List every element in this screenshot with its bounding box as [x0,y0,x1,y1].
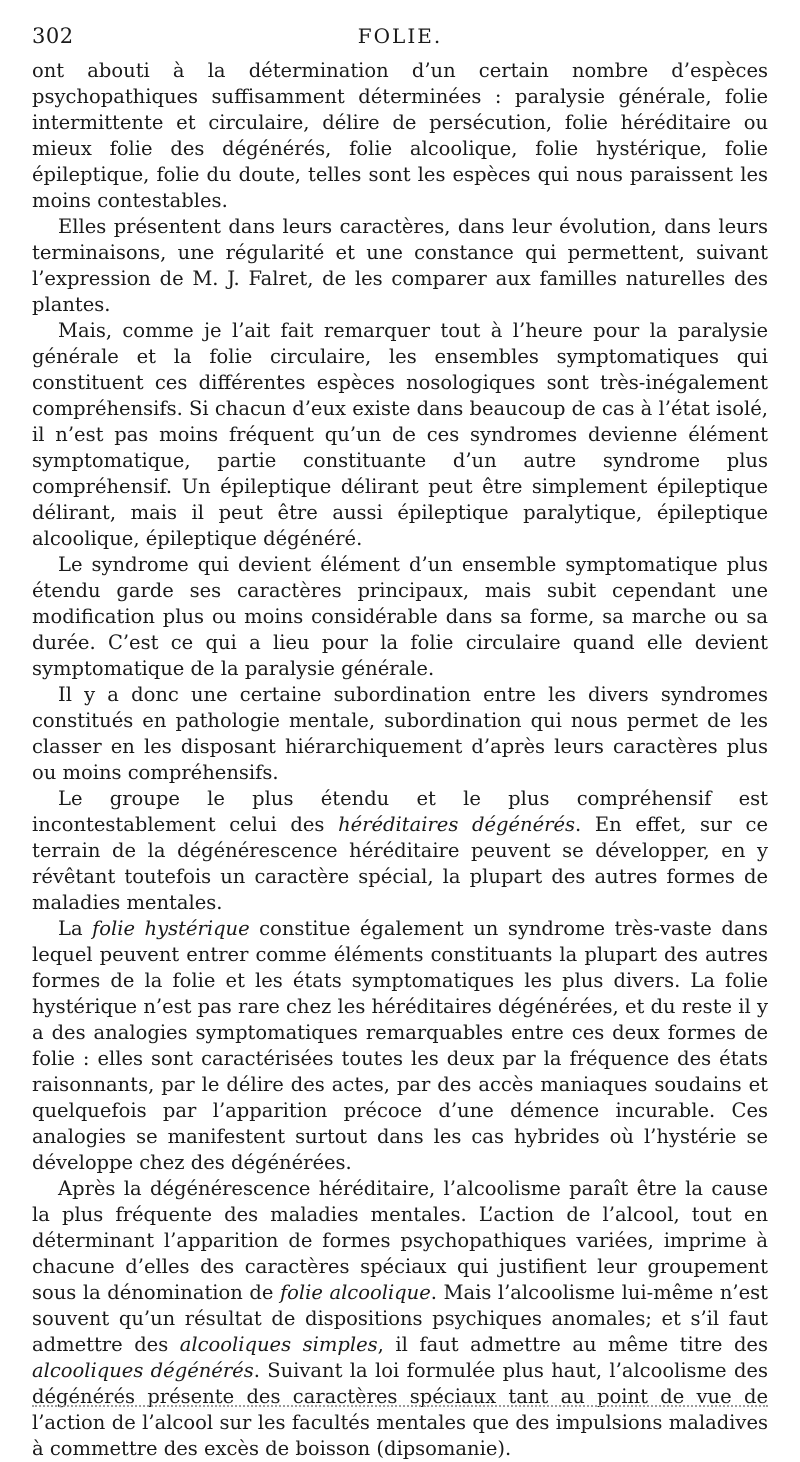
book-page [32,22,768,1462]
paragraph-8 [32,1176,768,1462]
paragraph-3-text: Mais, comme je l’ait fait remarquer tout à l’heure pour la paralysie générale et la folie circulaire, les ensembles symptomatiques qui constituent ces différentes espèces nosologiques sont très-inégalement compréhensifs. Si chacun d’eux existe dans beaucoup de cas à l’état isolé, il n’est pas moins fréquent qu’un de ces syndromes devienne élément symptomatique, partie constituante d’un autre syndrome plus compréhensif. Un épileptique délirant peut être simplement épileptique délirant, mais il peut être aussi épileptique paralytique, épileptique alcoolique, épileptique dégénéré. [32,319,768,550]
body-text [32,58,768,1462]
footer-divider [32,1405,768,1407]
italic-term-alcooliques-degeneres: alcooliques dégénérés [32,1359,254,1382]
paragraph-1-text: ont abouti à la détermination d’un certain nombre d’espèces psychopathiques suffisamment déterminées : paralysie générale, folie intermittente et circulaire, délire de persécution, folie héréditaire ou mieux folie des dégénérés, folie alcoolique, folie hystérique, folie épileptique, folie du doute, telles sont les espèces qui nous paraissent les moins contestables. [32,59,768,212]
page-header [32,22,768,58]
paragraph-8-text-d: . Suivant la loi formulée plus haut, l’alcoolisme des dégénérés présente des caractères spéciaux tant au point de vue de l’action de l’alcool sur les facultés mentales que des impulsions maladives à commettre des excès de boisson (dipsomanie). [32,1359,768,1460]
italic-term-hereditaires-degeneres: héréditaires dégénérés [338,813,576,836]
paragraph-2-text: Elles présentent dans leurs caractères, dans leur évolution, dans leurs terminaisons, une régularité et une constance qui permettent, suivant l’expression de M. J. Falret, de les comparer aux familles naturelles des plantes. [32,215,768,316]
paragraph-7 [32,916,768,1176]
paragraph-8-text: Après la dégénérescence héréditaire, l’alcoolisme paraît être la cause la plus fréquente des maladies mentales. L’action de l’alcool, tout en déterminant l’apparition de formes psychopathiques variées, imprime à chacune d’elles des caractères spéciaux qui justifient leur groupement sous la dénomination de [32,1177,768,1304]
paragraph-7-text: La [58,917,93,940]
paragraph-5-text: Il y a donc une certaine subordination entre les divers syndromes constitués en pathologie mentale, subordination qui nous permet de les classer en les disposant hiérarchiquement d’après leurs caractères plus ou moins compréhensifs. [32,683,768,784]
page-number: 302 [32,24,74,48]
italic-term-folie-alcoolique: folie alcoolique [279,1281,431,1304]
paragraph-6-text-cont: . En effet, sur ce terrain de la dégénérescence héréditaire peuvent se développer, en y révêtant toutefois un caractère spécial, la plupart des autres formes de maladies mentales. [32,813,768,914]
paragraph-2 [32,214,768,318]
paragraph-3 [32,318,768,552]
paragraph-8-text-c: , il faut admettre au même titre des [377,1333,768,1356]
paragraph-4-text: Le syndrome qui devient élément d’un ensemble symptomatique plus étendu garde ses caractères principaux, mais subit cependant une modification plus ou moins considérable dans sa forme, sa marche ou sa durée. C’est ce qui a lieu pour la folie circulaire quand elle devient symptomatique de la paralysie générale. [32,553,768,680]
paragraph-4 [32,552,768,682]
paragraph-7-text-cont: constitue également un syndrome très-vaste dans lequel peuvent entrer comme éléments constituants la plupart des autres formes de la folie et les états symptomatiques les plus divers. La folie hystérique n’est pas rare chez les héréditaires dégénérées, et du reste il y a des analogies symptomatiques remarquables entre ces deux formes de folie : elles sont caractérisées toutes les deux par la fréquence des états raisonnants, par le délire des actes, par des accès maniaques soudains et quelquefois par l’apparition précoce d’une démence incurable. Ces analogies se manifestent surtout dans les cas hybrides où l’hystérie se développe chez des dégénérées. [32,917,768,1174]
paragraph-8-text-b: . Mais l’alcoolisme lui-même n’est souvent qu’un résultat de dispositions psychiques anomales; et s’il faut admettre des [32,1281,768,1356]
paragraph-1 [32,58,768,214]
paragraph-5 [32,682,768,786]
running-title: FOLIE. [357,24,443,48]
paragraph-6 [32,786,768,916]
italic-term-alcooliques-simples: alcooliques simples [179,1333,378,1356]
italic-term-folie-hysterique: folie hystérique [92,917,250,940]
paragraph-6-text: Le groupe le plus étendu et le plus compréhensif est incontestablement celui des [32,787,768,836]
